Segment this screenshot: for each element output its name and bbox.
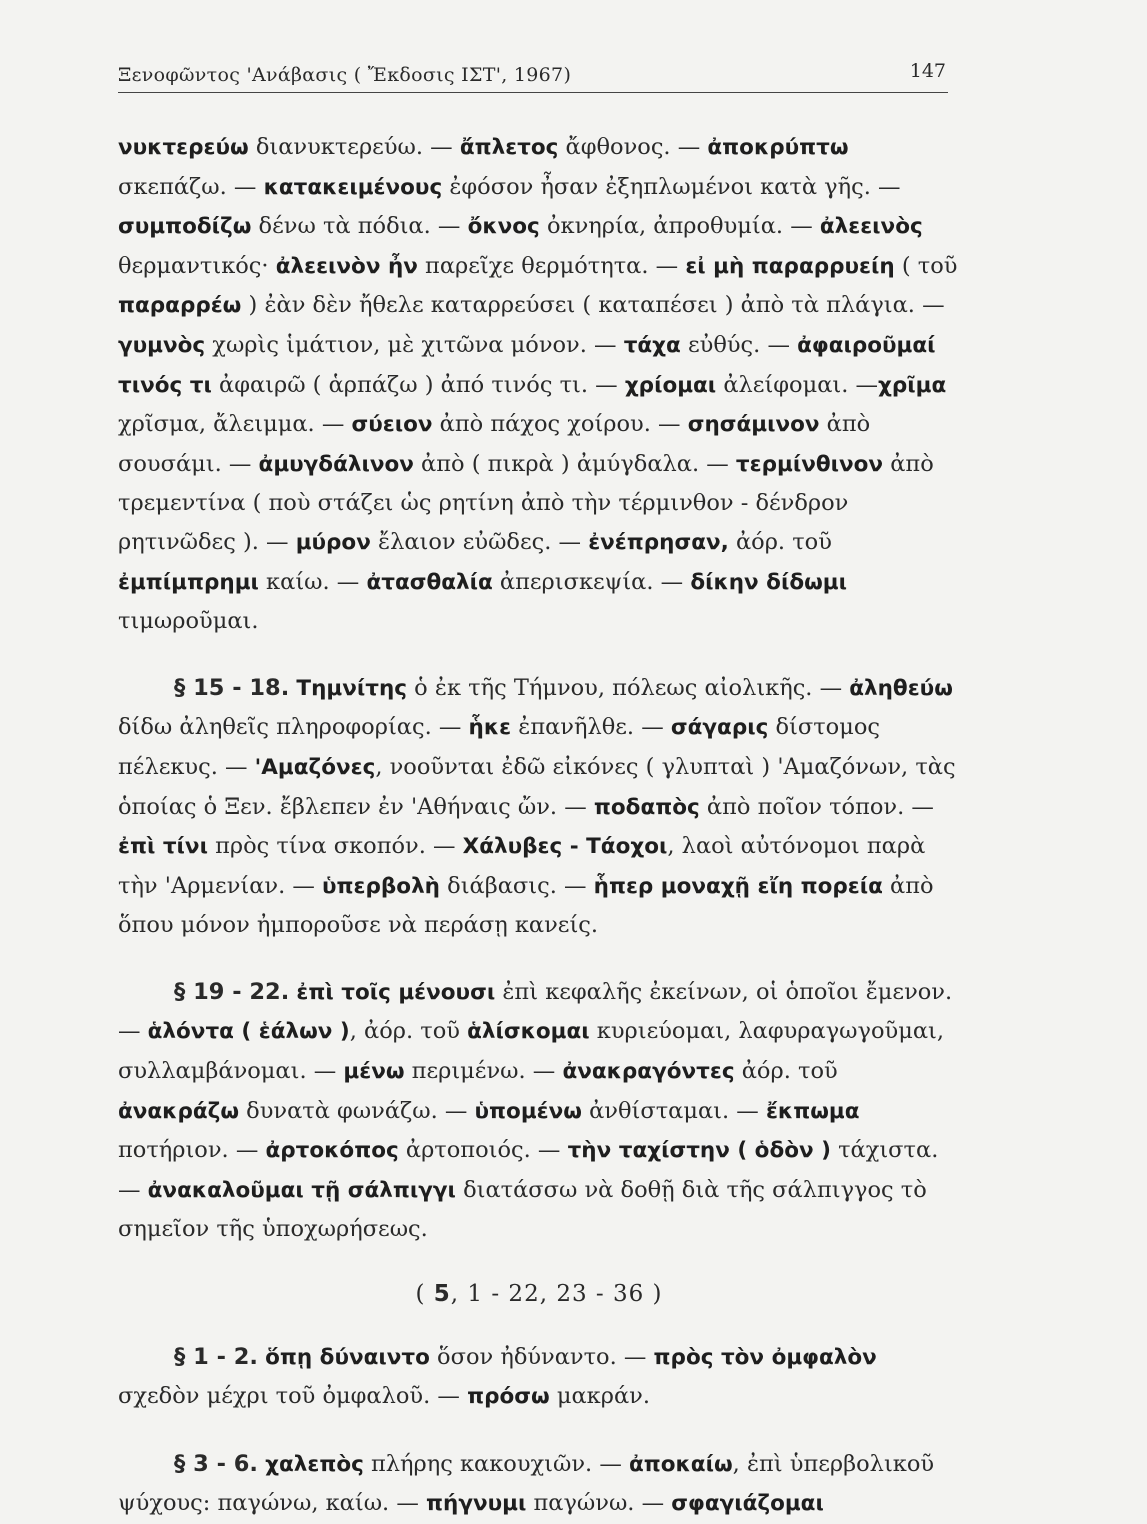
headword: ἁλόντα ( ἑάλων ) <box>147 1019 350 1045</box>
gloss: ( τοῦ <box>894 252 958 279</box>
gloss: παγώνω. — <box>526 1490 672 1517</box>
headword: τερμίνθινον <box>735 451 884 477</box>
headword: ὅπῃ δύναιντο <box>265 1344 430 1370</box>
headword: ἐπὶ τοῖς μένουσι <box>296 979 496 1005</box>
headword: τὴν ταχίστην ( ὁδὸν ) <box>567 1138 831 1164</box>
gloss: , νοοῦνται ἐδῶ εἰκόνες ( γλυπταὶ ) 'Αμαζόνων, τὰς ὁποίας ὁ Ξεν. ἔβλεπεν ἐν 'Αθήναις ὤν. — <box>118 753 956 820</box>
headword: ἄπλετος <box>459 135 559 160</box>
headword: ἀποκρύπτω <box>707 135 849 160</box>
headword: πρὸς τὸν ὀμφαλὸν <box>653 1344 877 1370</box>
gloss: ἀλείφομαι. — <box>716 371 879 398</box>
headword: ἔκπωμα <box>765 1098 860 1124</box>
headword: ἀλεεινὸς <box>819 214 923 240</box>
section-marker: § 19 - 22. <box>174 978 290 1005</box>
gloss: ἀπὸ τρεμεντίνα ( ποὺ στάζει ὡς ρητίνη ἀπὸ τὴν τέρμινθον - δένδρον ρητινῶδες ). — <box>118 450 934 555</box>
gloss: σχεδὸν μέχρι τοῦ ὀμφαλοῦ. — <box>118 1383 468 1410</box>
headword: ἧκε <box>468 715 512 741</box>
headword: ὑπομένω <box>474 1098 582 1124</box>
headword: ἀνακράζω <box>118 1098 240 1124</box>
headword: χαλεπὸς <box>265 1451 364 1477</box>
gloss: ἀπὸ πάχος χοίρου. — <box>432 411 688 438</box>
headword: 'Αμαζόνες <box>254 754 376 780</box>
headword: ἀτασθαλία <box>366 569 493 595</box>
headword: κατακειμένους <box>263 174 443 200</box>
headword: Τημνίτης <box>296 675 408 701</box>
gloss: διανυκτερεύω. — <box>248 134 460 160</box>
gloss: ἐπὶ κεφαλῆς ἐκείνων, οἱ ὁποῖοι ἔμενον. — <box>118 978 953 1045</box>
headword: ἐμπίμπρημι <box>118 569 259 595</box>
headword: χρῖμα <box>878 372 947 398</box>
headword: ἀλεεινὸν ἦν <box>275 253 418 279</box>
headword: σησάμινον <box>687 412 820 438</box>
gloss: διάβασις. — <box>440 872 594 899</box>
gloss: ποτήριον. — <box>118 1137 266 1164</box>
gloss: ὀκνηρία, ἀπροθυμία. — <box>539 213 820 240</box>
gloss: δένω τὰ πόδια. — <box>251 213 468 240</box>
gloss: πρὸς τίνα σκοπόν. — <box>207 833 463 860</box>
gloss: , λαοὶ αὐτόνομοι παρὰ τὴν 'Αρμενίαν. — <box>118 833 926 899</box>
gloss: σκεπάζω. — <box>118 173 264 200</box>
gloss: θερμαντικός· <box>118 252 276 279</box>
gloss: ἀόρ. τοῦ <box>728 528 832 555</box>
headword: πρόσω <box>467 1384 550 1410</box>
headword: παραρρέω <box>118 293 242 319</box>
gloss: ἐπανῆλθε. — <box>511 714 671 741</box>
gloss: πλήρης κακουχιῶν. — <box>363 1450 629 1477</box>
section-marker: § 15 - 18. <box>174 674 290 701</box>
gloss: ἀπὸ ὅπου μόνον ἠμποροῦσε νὰ περάσῃ κανείς. <box>118 872 934 939</box>
gloss: ἀφαιρῶ ( ἁρπάζω ) ἀπό τινός τι. — <box>211 371 625 398</box>
heading-chapter: 5 <box>433 1281 451 1308</box>
gloss: κυριεύομαι, λαφυραγωγοῦμαι, συλλαμβάνομαι. — <box>118 1018 944 1085</box>
gloss: περιμένω. — <box>404 1058 563 1085</box>
headword: γυμνὸς <box>118 332 206 358</box>
gloss: καίω. — <box>258 568 367 595</box>
headword: ἀμυγδάλινον <box>258 451 414 477</box>
gloss: δίδω ἀληθεῖς πληροφορίας. — <box>118 714 469 741</box>
gloss: ἀπὸ σουσάμι. — <box>118 411 871 477</box>
gloss: ὅσον ἠδύναντο. — <box>429 1343 654 1370</box>
headword: χρίομαι <box>624 372 717 398</box>
headword: ἐνέπρησαν, <box>588 529 729 555</box>
chapter-range-heading <box>118 1275 960 1314</box>
gloss: ἐφόσον ἦσαν ἐξηπλωμένοι κατὰ γῆς. — <box>442 173 901 200</box>
gloss: τάχιστα. — <box>118 1137 939 1203</box>
headword: ἧπερ μοναχῇ εἴη πορεία <box>593 873 883 899</box>
headword: Χάλυβες - Τάοχοι <box>462 834 668 860</box>
headword: νυκτερεύω <box>118 135 249 160</box>
heading-range: , 1 - 22, 23 - 36 ) <box>450 1281 663 1308</box>
headword: μένω <box>343 1059 405 1085</box>
headword: εἰ μὴ παραρρυείη <box>685 253 895 279</box>
gloss: ὁ ἐκ τῆς Τήμνου, πόλεως αἰολικῆς. — <box>407 674 850 701</box>
gloss: δίστομος πέλεκυς. — <box>118 714 880 780</box>
headword: ὄκνος <box>467 214 540 240</box>
running-header <box>118 62 948 93</box>
gloss: , ἀόρ. τοῦ <box>349 1018 468 1045</box>
headword: συμποδίζω <box>118 214 252 240</box>
headword: σύειον <box>351 412 433 438</box>
headword: ὑπερβολὴ <box>322 873 440 899</box>
gloss: ἀπὸ ποῖον τόπον. — <box>699 793 934 820</box>
headword: ἁλίσκομαι <box>467 1019 590 1045</box>
headword: ἀφαιροῦμαί τινός τι <box>118 332 936 398</box>
headword: σάγαρις <box>670 715 769 741</box>
gloss: δυνατὰ φωνάζω. — <box>239 1097 475 1124</box>
headword: ἀποκαίω <box>628 1451 733 1477</box>
gloss: χωρὶς ἱμάτιον, μὲ χιτῶνα μόνον. — <box>205 331 624 358</box>
page-number: 147 <box>909 60 946 82</box>
gloss: εὐθύς. — <box>680 331 798 358</box>
gloss: ἀπὸ ( πικρὰ ) ἀμύγδαλα. — <box>413 450 736 477</box>
gloss: διατάσσω νὰ δοθῇ διὰ τῆς σάλπιγγος τὸ σημεῖον τῆς ὑποχωρήσεως. <box>118 1176 927 1243</box>
gloss: ἀνθίσταμαι. — <box>581 1097 766 1124</box>
headword: ἀληθεύω <box>849 675 953 701</box>
gloss: , ἐπὶ ὑπερβολικοῦ ψύχους: παγώνω, καίω. — <box>118 1450 935 1517</box>
heading-open: ( <box>415 1281 434 1308</box>
gloss: χρῖσμα, ἄλειμμα. — <box>118 411 352 438</box>
headword: μύρον <box>295 529 371 555</box>
glossary-paragraph-4 <box>118 1338 960 1417</box>
section-marker: § 3 - 6. <box>174 1450 258 1477</box>
glossary-paragraph-3 <box>118 973 960 1249</box>
headword: ἀνακραγόντες <box>562 1059 735 1085</box>
gloss: ἀόρ. τοῦ <box>734 1058 838 1085</box>
glossary-paragraph-5 <box>118 1445 960 1524</box>
section-marker: § 1 - 2. <box>174 1343 258 1370</box>
headword: ποδαπὸς <box>593 794 700 820</box>
gloss: μακράν. <box>549 1383 650 1410</box>
gloss: ἔλαιον εὐῶδες. — <box>370 528 589 555</box>
running-title: Ξενοφῶντος 'Ανάβασις ( Ἔκδοσις ΙΣΤ', 1967) <box>118 64 572 86</box>
headword: ἀνακαλοῦμαι τῇ σάλπιγγι <box>147 1177 456 1203</box>
gloss: τιμωροῦμαι. <box>118 608 259 635</box>
gloss: παρεῖχε θερμότητα. — <box>417 252 686 279</box>
page-body <box>118 128 960 1524</box>
headword: σφαγιάζομαι <box>671 1491 824 1517</box>
glossary-paragraph-2 <box>118 669 960 945</box>
gloss: ἀρτοποιός. — <box>398 1137 568 1164</box>
gloss: ἄφθονος. — <box>558 134 708 160</box>
gloss: ) ἐὰν δὲν ἤθελε καταρρεύσει ( καταπέσει ) ἀπὸ τὰ πλάγια. — <box>241 292 945 319</box>
headword: δίκην δίδωμι <box>690 569 847 595</box>
headword: ἀρτοκόπος <box>265 1138 399 1164</box>
headword: ἐπὶ τίνι <box>118 834 208 860</box>
gloss: ἀπερισκεψία. — <box>492 568 691 595</box>
headword: τάχα <box>623 332 681 358</box>
headword: πήγνυμι <box>426 1491 527 1517</box>
glossary-paragraph-1 <box>118 128 960 641</box>
